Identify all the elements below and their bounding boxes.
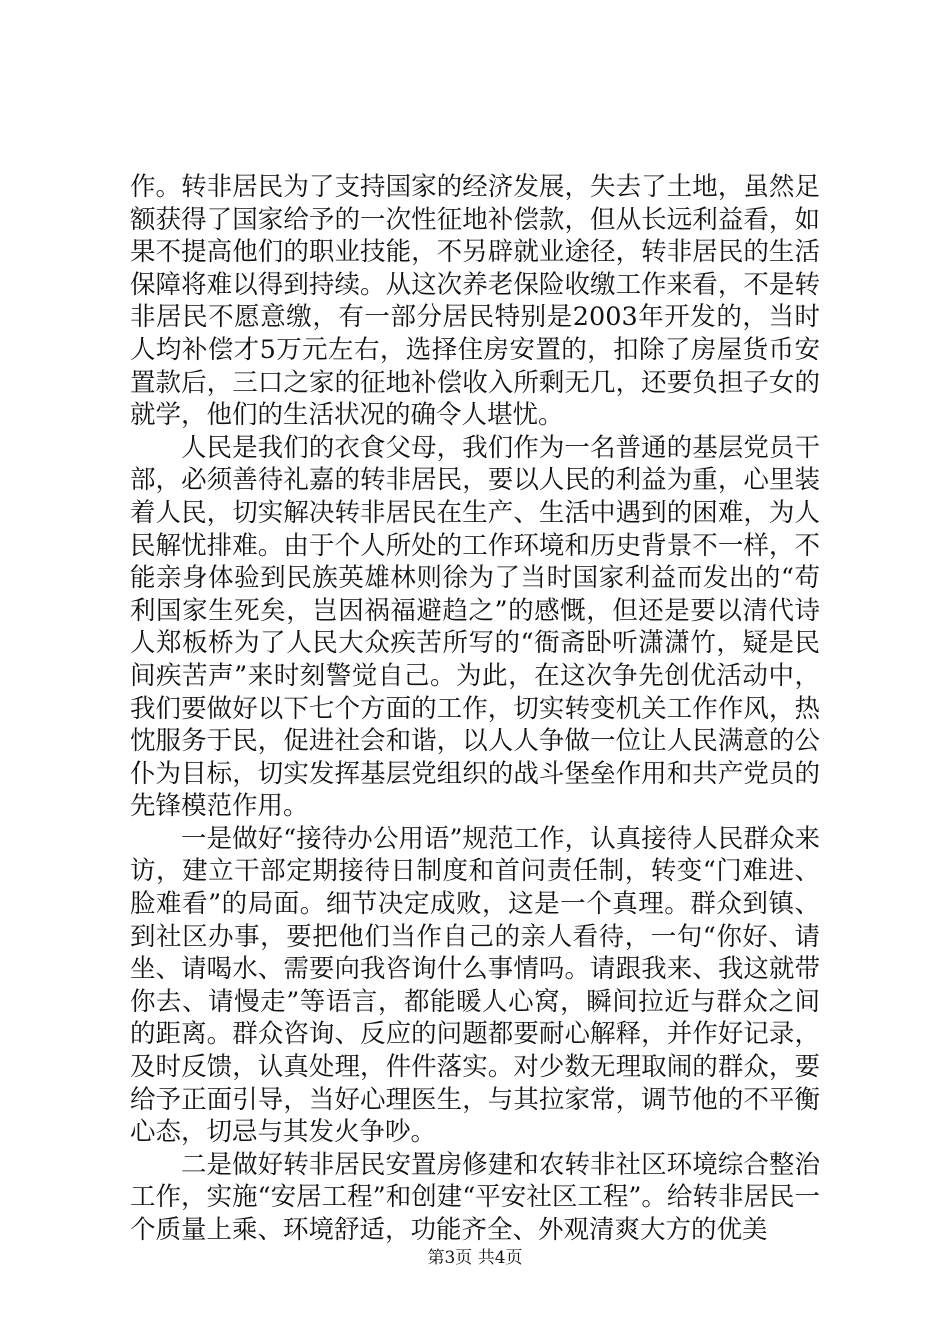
page-footer: 第3页 共4页 [427, 1248, 523, 1268]
document-body [130, 171, 820, 1247]
paragraph-1: 作。转非居民为了支持国家的经济发展，失去了土地，虽然足额获得了国家给予的一次性征地补偿款，但从长远利益看，如果不提高他们的职业技能，不另辟就业途径，转非居民的生活保障将难以得到持续。从这次养老保险收缴工作来看，不是转非居民不愿意缴，有一部分居民特别是2003年开发的，当时人均补偿才5万元左右，选择住房安置的，扣除了房屋货币安置款后，三口之家的征地补偿收入所剩无几，还要负担子女的就学，他们的生活状况的确令人堪忧。 [130, 172, 820, 431]
paragraph-4: 二是做好转非居民安置房修建和农转非社区环境综合整治工作，实施“安居工程”和创建“平安社区工程”。给转非居民一个质量上乘、环境舒适，功能齐全、外观清爽大方的优美 [130, 1149, 820, 1245]
paragraph-2: 人民是我们的衣食父母，我们作为一名普通的基层党员干部，必须善待礼嘉的转非居民，要以人民的利益为重，心里装着人民，切实解决转非居民在生产、生活中遇到的困难，为人民解忧排难。由于个人所处的工作环境和历史背景不一样，不能亲身体验到民族英雄林则徐为了当时国家利益而发出的“苟利国家生死矣，岂因祸福避趋之”的感慨，但还是要以清代诗人郑板桥为了人民大众疾苦所写的“衙斋卧听潇潇竹，疑是民间疾苦声”来时刻警觉自己。为此，在这次争先创优活动中，我们要做好以下七个方面的工作，切实转变机关工作作风，热忱服务于民，促进社会和谐，以人人争做一位让人民满意的公仆为目标，切实发挥基层党组织的战斗堡垒作用和共产党员的先锋模范作用。 [130, 432, 820, 822]
paragraph-3: 一是做好“接待办公用语”规范工作，认真接待人民群众来访，建立干部定期接待日制度和首问责任制，转变“门难进、脸难看”的局面。细节决定成败，这是一个真理。群众到镇、到社区办事，要把他们当作自己的亲人看待，一句“你好、请坐、请喝水、需要向我咨询什么事情吗。请跟我来、我这就带你去、请慢走”等语言，都能暖人心窝，瞬间拉近与群众之间的距离。群众咨询、反应的问题都要耐心解释，并作好记录，及时反馈，认真处理，件件落实。对少数无理取闹的群众，要给予正面引导，当好心理医生，与其拉家常，调节他的不平衡心态，切忌与其发火争吵。 [130, 823, 820, 1148]
